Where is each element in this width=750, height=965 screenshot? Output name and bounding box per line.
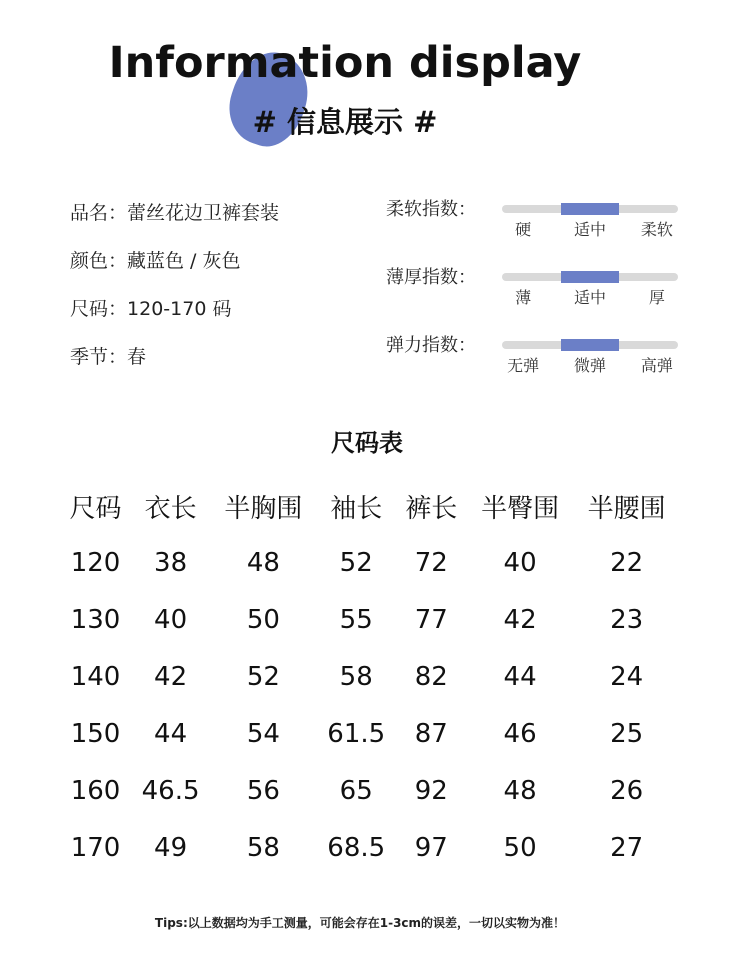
scale-low: 无弹 xyxy=(507,356,540,375)
scale-high: 厚 xyxy=(648,288,665,307)
table-cell: 72 xyxy=(414,547,448,578)
table-cell: 92 xyxy=(414,775,448,806)
info-value: 春 xyxy=(127,346,147,368)
table-cell: 42 xyxy=(154,661,188,692)
table-cell: 22 xyxy=(610,547,644,578)
size-table-body xyxy=(60,534,680,876)
table-cell: 87 xyxy=(414,718,448,749)
tips-note: Tips:以上数据均为手工测量，可能会存在1-3cm的误差，一切以实物为准！ xyxy=(154,916,566,930)
index-track xyxy=(502,341,678,349)
index-level-marker xyxy=(561,271,620,283)
table-cell: 46 xyxy=(503,718,537,749)
size-table-header-cell: 尺码 xyxy=(69,493,122,524)
size-table-header-row xyxy=(60,478,680,534)
table-cell: 38 xyxy=(154,547,188,578)
table-cell: 44 xyxy=(154,718,188,749)
table-cell: 140 xyxy=(70,661,121,692)
table-cell: 55 xyxy=(339,604,373,635)
size-table-header-cell: 裤长 xyxy=(405,493,458,524)
info-value: 120-170 码 xyxy=(127,298,232,320)
info-row-name xyxy=(70,198,279,246)
table-cell: 48 xyxy=(246,547,280,578)
table-cell: 65 xyxy=(339,775,373,806)
table-cell: 82 xyxy=(414,661,448,692)
table-cell: 23 xyxy=(610,604,644,635)
index-track xyxy=(502,273,678,281)
table-cell: 49 xyxy=(154,832,188,863)
index-level-marker xyxy=(561,203,620,215)
table-cell: 52 xyxy=(339,547,373,578)
table-row xyxy=(60,534,680,591)
table-cell: 48 xyxy=(503,775,537,806)
scale-high: 柔软 xyxy=(640,220,673,239)
table-cell: 27 xyxy=(610,832,644,863)
size-table-title: 尺码表 xyxy=(331,429,403,457)
index-level-marker xyxy=(561,339,620,351)
scale-mid: 适中 xyxy=(573,288,607,307)
table-cell: 44 xyxy=(503,661,537,692)
table-cell: 40 xyxy=(503,547,537,578)
table-cell: 26 xyxy=(610,775,644,806)
table-cell: 170 xyxy=(70,832,121,863)
table-cell: 68.5 xyxy=(327,832,386,863)
table-cell: 25 xyxy=(610,718,644,749)
size-table-header-cell: 半胸围 xyxy=(224,493,303,524)
table-cell: 50 xyxy=(246,604,280,635)
table-cell: 58 xyxy=(339,661,373,692)
table-cell: 160 xyxy=(70,775,121,806)
info-row-season xyxy=(70,342,279,390)
info-value: 藏蓝色 / 灰色 xyxy=(127,250,241,272)
info-label: 季节： xyxy=(70,346,128,368)
table-row xyxy=(60,762,680,819)
table-cell: 61.5 xyxy=(327,718,386,749)
size-table-header-cell: 衣长 xyxy=(144,493,197,524)
table-cell: 120 xyxy=(70,547,121,578)
size-table xyxy=(60,478,680,876)
size-table-header-cell: 袖长 xyxy=(330,493,383,524)
info-value: 蕾丝花边卫裤套装 xyxy=(127,202,280,224)
product-info-list xyxy=(70,198,279,390)
info-row-color xyxy=(70,246,279,294)
size-table-header-cell: 半腰围 xyxy=(587,493,666,524)
info-label: 尺码： xyxy=(70,298,128,320)
scale-mid: 微弹 xyxy=(573,356,607,375)
page-subtitle: # 信息展示 # xyxy=(252,105,438,139)
size-table-header-cell: 半臀围 xyxy=(481,493,560,524)
scale-mid: 适中 xyxy=(573,220,607,239)
table-cell: 77 xyxy=(414,604,448,635)
index-label: 弹力指数： xyxy=(386,335,476,356)
table-cell: 150 xyxy=(70,718,121,749)
info-row-size xyxy=(70,294,279,342)
page-title: Information display xyxy=(108,38,582,88)
table-cell: 58 xyxy=(246,832,280,863)
table-cell: 46.5 xyxy=(141,775,200,806)
scale-low: 薄 xyxy=(515,288,532,307)
info-label: 品名： xyxy=(70,202,128,224)
index-track xyxy=(502,205,678,213)
table-cell: 24 xyxy=(610,661,644,692)
table-cell: 42 xyxy=(503,604,537,635)
table-row xyxy=(60,648,680,705)
table-cell: 40 xyxy=(154,604,188,635)
index-label: 柔软指数： xyxy=(386,199,476,220)
table-row xyxy=(60,819,680,876)
table-cell: 56 xyxy=(246,775,280,806)
table-cell: 130 xyxy=(70,604,121,635)
scale-low: 硬 xyxy=(515,220,532,239)
table-cell: 54 xyxy=(246,718,280,749)
table-row xyxy=(60,705,680,762)
table-cell: 50 xyxy=(503,832,537,863)
table-cell: 97 xyxy=(414,832,448,863)
scale-high: 高弹 xyxy=(640,356,673,375)
info-label: 颜色： xyxy=(70,250,128,272)
table-row xyxy=(60,591,680,648)
index-label: 薄厚指数： xyxy=(386,267,476,288)
table-cell: 52 xyxy=(246,661,280,692)
